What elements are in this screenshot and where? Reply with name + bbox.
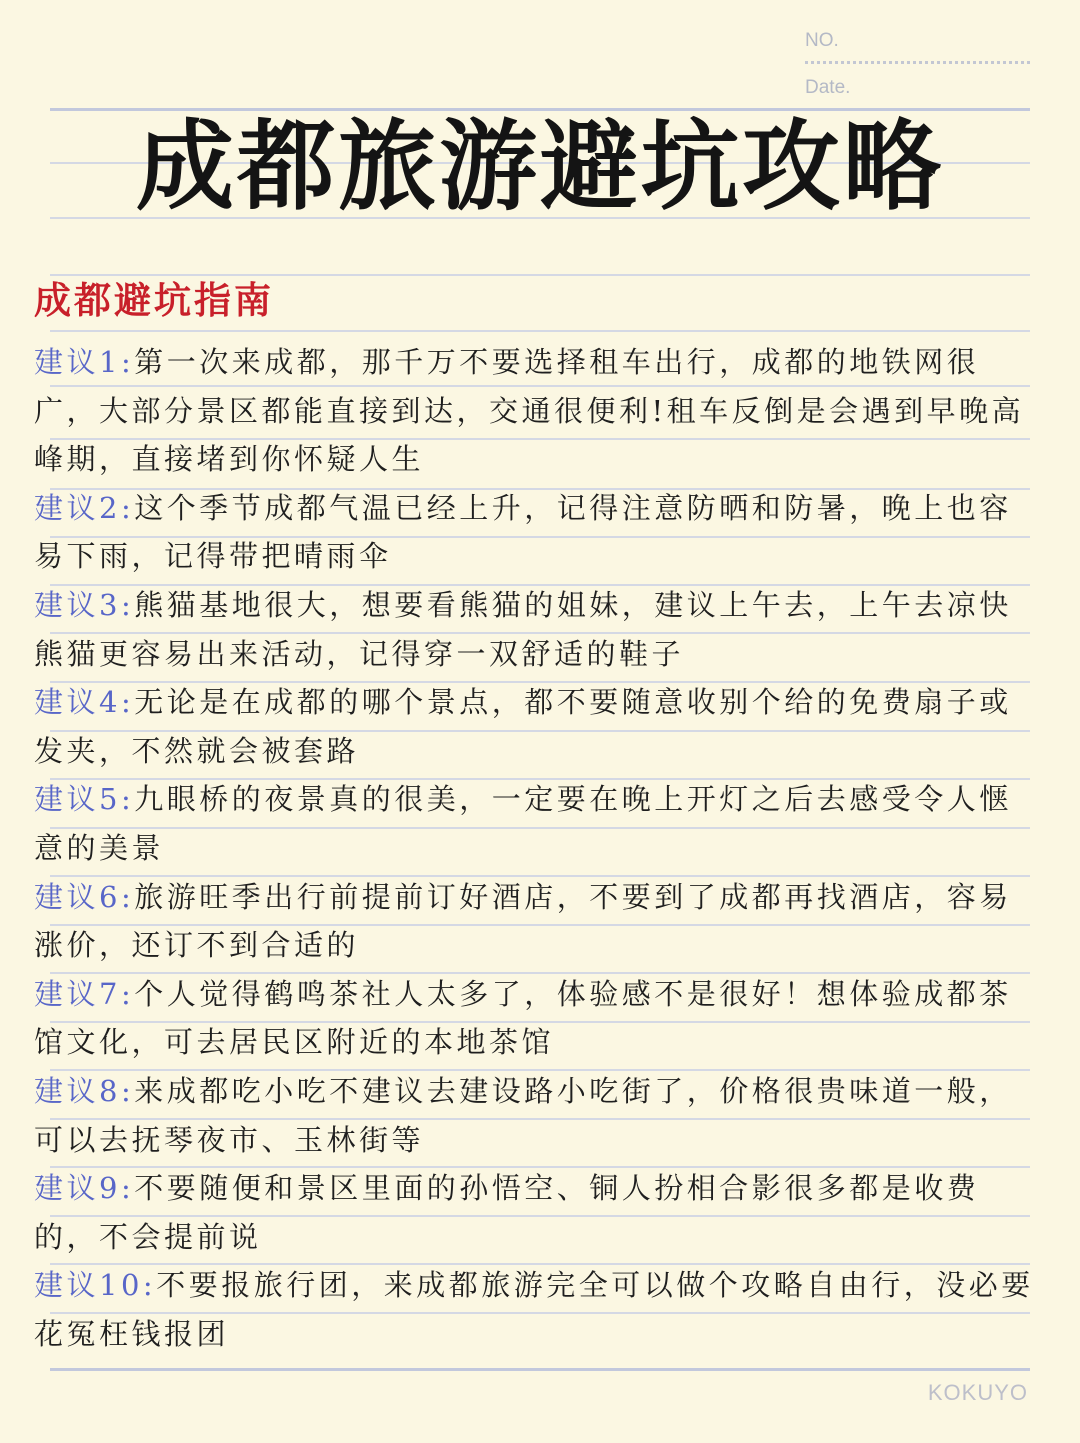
tip-text: 不要报旅行团，来成都旅游完全可以做个攻略自由行，没必要花冤枉钱报团 <box>34 1268 1034 1351</box>
tip-label: 建议7: <box>34 976 135 1011</box>
tip-item <box>34 1164 1044 1261</box>
tip-text: 这个季节成都气温已经上升，记得注意防晒和防暑，晚上也容易下雨，记得带把晴雨伞 <box>34 490 1012 574</box>
tip-text: 无论是在成都的哪个景点，都不要随意收别个给的免费扇子或发夹，不然就会被套路 <box>34 685 1012 768</box>
tip-text: 九眼桥的夜景真的很美，一定要在晚上开灯之后去感受令人惬意的美景 <box>34 782 1012 865</box>
tip-item <box>34 1067 1044 1164</box>
rule-line <box>50 330 1030 332</box>
page-title: 成都旅游避坑攻略 <box>135 110 944 224</box>
tip-item <box>34 1261 1044 1358</box>
no-dotted-line <box>805 61 1030 64</box>
tip-text: 旅游旺季出行前提前订好酒店，不要到了成都再找酒店，容易涨价，还订不到合适的 <box>34 879 1012 963</box>
tip-text: 个人觉得鹤鸣茶社人太多了，体验感不是很好！想体验成都茶馆文化，可去居民区附近的本地茶馆 <box>34 976 1012 1060</box>
tip-item <box>34 970 1044 1067</box>
tip-item <box>34 338 1044 484</box>
tip-label: 建议2: <box>34 490 135 525</box>
section-subtitle: 成都避坑指南 <box>34 278 274 322</box>
tip-text: 熊猫基地很大，想要看熊猫的姐妹，建议上午去，上午去凉快熊猫更容易出来活动，记得穿一双舒适的鞋子 <box>34 587 1012 671</box>
tip-item <box>34 581 1044 678</box>
tip-label: 建议3: <box>34 587 135 622</box>
tip-label: 建议5: <box>34 782 135 817</box>
tip-label: 建议10: <box>34 1268 157 1303</box>
tip-label: 建议8: <box>34 1073 135 1108</box>
rule-line <box>50 1368 1030 1371</box>
tip-item <box>34 678 1044 775</box>
tip-label: 建议6: <box>34 879 135 914</box>
tip-text: 第一次来成都，那千万不要选择租车出行，成都的地铁网很广，大部分景区都能直接到达，交通很便利!租车反倒是会遇到早晚高峰期，直接堵到你怀疑人生 <box>34 345 1025 477</box>
tip-label: 建议4: <box>34 685 135 720</box>
tip-item <box>34 775 1044 872</box>
tip-text: 不要随便和景区里面的孙悟空、铜人扮相合影很多都是收费的，不会提前说 <box>34 1171 980 1254</box>
tip-item <box>34 873 1044 970</box>
tip-text: 来成都吃小吃不建议去建设路小吃街了，价格很贵味道一般，可以去抚琴夜市、玉林街等 <box>34 1073 1012 1157</box>
date-label: Date. <box>805 77 851 98</box>
no-label: NO. <box>805 30 839 51</box>
tip-label: 建议9: <box>34 1171 135 1206</box>
tip-label: 建议1: <box>34 345 135 379</box>
tip-item <box>34 484 1044 581</box>
tips-list <box>34 338 1044 1358</box>
brand-logo-text: KOKUYO <box>927 1380 1028 1405</box>
